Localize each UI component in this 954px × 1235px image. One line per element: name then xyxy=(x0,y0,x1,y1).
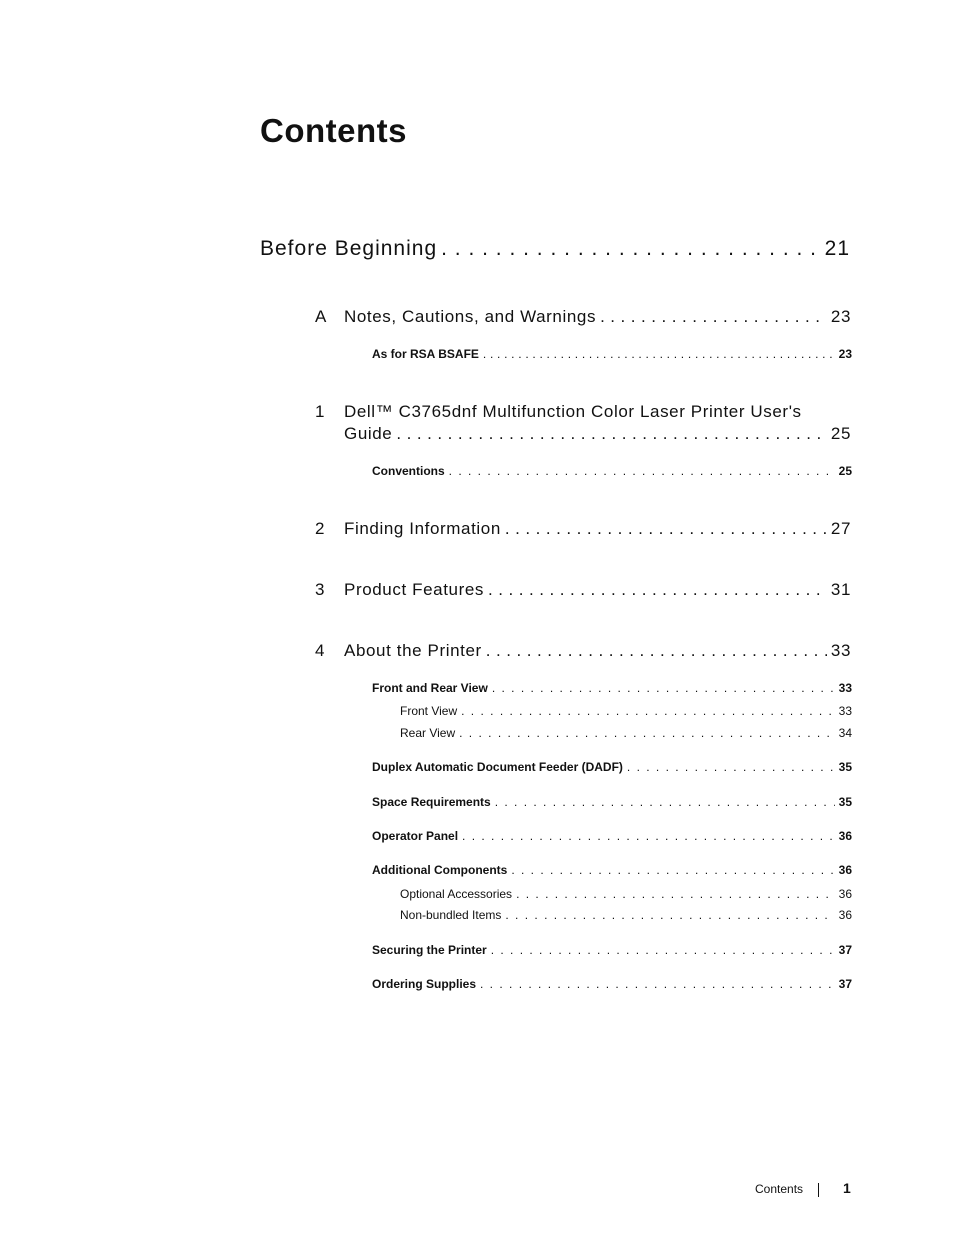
toc-page-number: 33 xyxy=(838,704,852,718)
toc-entry-label: Rear View xyxy=(400,726,456,740)
chapter-number: 1 xyxy=(315,402,325,421)
toc-page-number: 37 xyxy=(838,977,852,991)
toc-page-number: 33 xyxy=(830,641,851,660)
leader-dots xyxy=(480,977,835,991)
toc-section-securing-printer[interactable] xyxy=(372,943,852,957)
leader-dots xyxy=(495,795,835,809)
toc-entry-label: Product Features xyxy=(344,580,484,599)
toc-part-before-beginning[interactable] xyxy=(260,237,850,261)
toc-page-number: 23 xyxy=(830,307,851,326)
toc-entry-label: Securing the Printer xyxy=(372,943,487,957)
footer-divider xyxy=(818,1183,819,1197)
toc-page-number: 25 xyxy=(838,464,852,478)
leader-dots xyxy=(462,829,835,843)
toc-section-operator-panel[interactable] xyxy=(372,829,852,843)
toc-page-number: 36 xyxy=(838,887,852,901)
toc-entry-label: Space Requirements xyxy=(372,795,491,809)
toc-page-number: 33 xyxy=(838,681,852,695)
leader-dots xyxy=(505,908,834,922)
toc-chapter-users-guide-line1[interactable]: Dell™ C3765dnf Multifunction Color Laser Printer User's xyxy=(344,402,802,421)
leader-dots xyxy=(449,464,835,478)
toc-entry-label: About the Printer xyxy=(344,641,482,660)
toc-subsection-front-view[interactable] xyxy=(400,704,852,718)
toc-entry-label: Before Beginning xyxy=(260,237,438,260)
leader-dots xyxy=(505,519,827,539)
toc-entry-label: Ordering Supplies xyxy=(372,977,477,991)
chapter-number: 4 xyxy=(315,641,325,660)
toc-page-number: 23 xyxy=(838,347,852,361)
leader-dots xyxy=(516,887,835,901)
toc-entry-label: Front and Rear View xyxy=(372,681,488,695)
toc-entry-label: Operator Panel xyxy=(372,829,459,843)
toc-page-number: 35 xyxy=(838,760,852,774)
leader-dots xyxy=(491,943,835,957)
toc-entry-label: Conventions xyxy=(372,464,445,478)
leader-dots xyxy=(511,863,834,877)
leader-dots xyxy=(492,681,835,695)
toc-page-number: 31 xyxy=(830,580,851,599)
toc-section-additional-components[interactable] xyxy=(372,863,852,877)
toc-subsection-rear-view[interactable] xyxy=(400,726,852,740)
toc-page-number: 37 xyxy=(838,943,852,957)
leader-dots xyxy=(627,760,835,774)
leader-dots xyxy=(459,726,835,740)
leader-dots xyxy=(396,424,827,444)
toc-entry-label: Optional Accessories xyxy=(400,887,513,901)
leader-dots xyxy=(483,347,835,361)
toc-entry-label: Front View xyxy=(400,704,458,718)
leader-dots xyxy=(486,641,827,661)
chapter-number: 2 xyxy=(315,519,325,538)
chapter-number: 3 xyxy=(315,580,325,599)
toc-subsection-optional-accessories[interactable] xyxy=(400,887,852,901)
leader-dots xyxy=(461,704,835,718)
toc-subsection-non-bundled-items[interactable] xyxy=(400,908,852,922)
toc-chapter-notes[interactable] xyxy=(344,307,851,327)
toc-page-number: 36 xyxy=(838,908,852,922)
footer-page-number: 1 xyxy=(843,1180,851,1196)
toc-chapter-finding-information[interactable] xyxy=(344,519,851,539)
footer-label: Contents xyxy=(755,1182,804,1196)
leader-dots xyxy=(441,237,821,261)
leader-dots xyxy=(600,307,827,327)
toc-entry-label: Non-bundled Items xyxy=(400,908,502,922)
toc-chapter-about-printer[interactable] xyxy=(344,641,851,661)
toc-chapter-product-features[interactable] xyxy=(344,580,851,600)
toc-section-ordering-supplies[interactable] xyxy=(372,977,852,991)
toc-entry-label: As for RSA BSAFE xyxy=(372,347,479,361)
chapter-number: A xyxy=(315,307,327,326)
toc-page-number: 36 xyxy=(838,863,852,877)
leader-dots xyxy=(488,580,827,600)
toc-section-rsa-bsafe[interactable] xyxy=(372,347,852,361)
toc-entry-label: Guide xyxy=(344,424,393,443)
toc-page-number: 35 xyxy=(838,795,852,809)
toc-section-dadf[interactable] xyxy=(372,760,852,774)
toc-entry-label: Notes, Cautions, and Warnings xyxy=(344,307,597,326)
toc-page-number: 34 xyxy=(838,726,852,740)
toc-section-conventions[interactable] xyxy=(372,464,852,478)
toc-page-number: 36 xyxy=(838,829,852,843)
toc-page-number: 21 xyxy=(824,237,850,260)
toc-page-number: 25 xyxy=(830,424,851,443)
toc-section-space-requirements[interactable] xyxy=(372,795,852,809)
toc-entry-label: Additional Components xyxy=(372,863,508,877)
toc-chapter-users-guide[interactable] xyxy=(344,424,851,444)
toc-entry-label: Duplex Automatic Document Feeder (DADF) xyxy=(372,760,623,774)
page-title: Contents xyxy=(260,112,407,149)
toc-entry-label: Finding Information xyxy=(344,519,501,538)
toc-page-number: 27 xyxy=(830,519,851,538)
toc-section-front-rear-view[interactable] xyxy=(372,681,852,695)
